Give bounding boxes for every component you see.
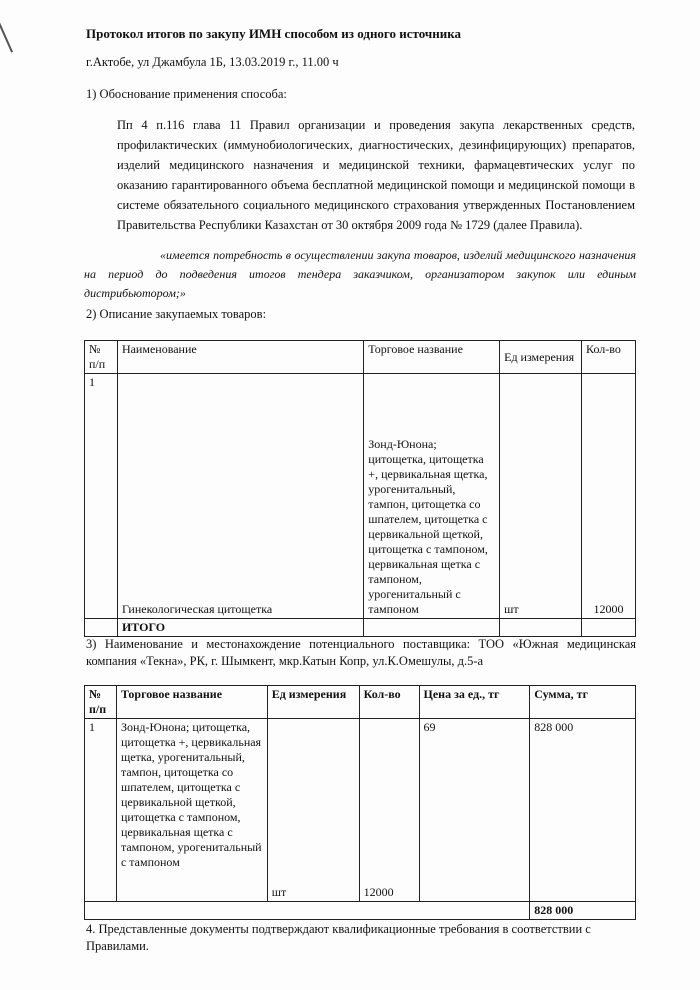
supplier-table-header: [85, 686, 636, 719]
supplier-table: [84, 685, 636, 920]
place-date: г.Актобе, ул Джамбула 1Б, 13.03.2019 г., 11.00 ч: [86, 55, 339, 69]
section4-paragraph: 4. Представленные документы подтверждают квалификационные требования в соответствии с Правилами.: [86, 922, 591, 953]
col-trade: Торговое название: [116, 686, 267, 719]
col-price: Цена за ед., тг: [419, 686, 530, 719]
col-trade: Торговое название: [364, 341, 500, 374]
col-num: № п/п: [85, 341, 118, 374]
rules-paragraph: Пп 4 п.116 глава 11 Правил организации и проведения закупа лекарственных средств, профилактических (иммунобиологических, диагностических, дезинфицирующих) препаратов, изделий медицинского назначения и медицинской техники, фармацевтических услуг по оказанию гарантированного объема бесплатной медицинской помощи и медицинской помощи в системе обязательного социального медицинского страхования утвержденных Постановлением Правительства Республики Казахстан от 30 октября 2009 года № 1729 (далее Правила).: [117, 118, 635, 232]
col-qty: Кол-во: [582, 341, 636, 374]
col-sum: Сумма, тг: [530, 686, 636, 719]
section2-heading: 2) Описание закупаемых товаров:: [86, 307, 267, 321]
scan-mark: [0, 15, 13, 52]
col-name: Наименование: [117, 341, 363, 374]
cell-trade: Зонд-Юнона; цитощетка, цитощетка +, цервикальная щетка, урогенитальный, тампон, цитощетка со шпателем, цитощетка с цервикальной щеткой, цитощетка с тампоном, цервикальная щетка с тампоном, урогенитальный с тампоном: [116, 719, 267, 902]
total-row: [85, 619, 636, 637]
col-unit: Ед измерения: [500, 341, 582, 374]
cell-qty: 12000: [582, 374, 636, 619]
table-row: [85, 374, 636, 619]
total-row: [85, 902, 636, 920]
goods-table-header: [85, 341, 636, 374]
reason-paragraph: «имеется потребность в осуществлении закупа товаров, изделий медицинского назначения на период до подведения итогов тендера заказчиком, организатором закупок или единым дистрибьютором;»: [84, 248, 636, 300]
cell-unit: шт: [500, 374, 582, 619]
col-unit: Ед измерения: [267, 686, 359, 719]
cell-trade: Зонд-Юнона; цитощетка, цитощетка +, цервикальная щетка, урогенитальный, тампон, цитощетка со шпателем, цитощетка с цервикальной щеткой, цитощетка с тампоном, цервикальная щетка с тампоном, урогенитальный с тампоном: [364, 374, 500, 619]
col-num: № п/п: [85, 686, 117, 719]
cell-qty: 12000: [359, 719, 419, 902]
cell-sum: 828 000: [530, 719, 636, 902]
supplier-paragraph: 3) Наименование и местонахождение потенциального поставщика: ТОО «Южная медицинская компания «Текна», РК, г. Шымкент, мкр.Катын Копр, ул.К.Омешулы, д.5-а: [86, 637, 636, 668]
cell-name: Гинекологическая цитощетка: [117, 374, 363, 619]
total-sum: 828 000: [530, 902, 636, 920]
section1-heading: 1) Обоснование применения способа:: [86, 87, 287, 101]
total-label: ИТОГО: [117, 619, 363, 637]
col-qty: Кол-во: [359, 686, 419, 719]
cell-num: 1: [85, 374, 118, 619]
document-title: Протокол итогов по закупу ИМН способом из одного источника: [86, 26, 462, 41]
cell-price: 69: [419, 719, 530, 902]
table-row: [85, 719, 636, 902]
goods-table: [84, 340, 636, 637]
cell-unit: шт: [267, 719, 359, 902]
cell-num: 1: [85, 719, 117, 902]
